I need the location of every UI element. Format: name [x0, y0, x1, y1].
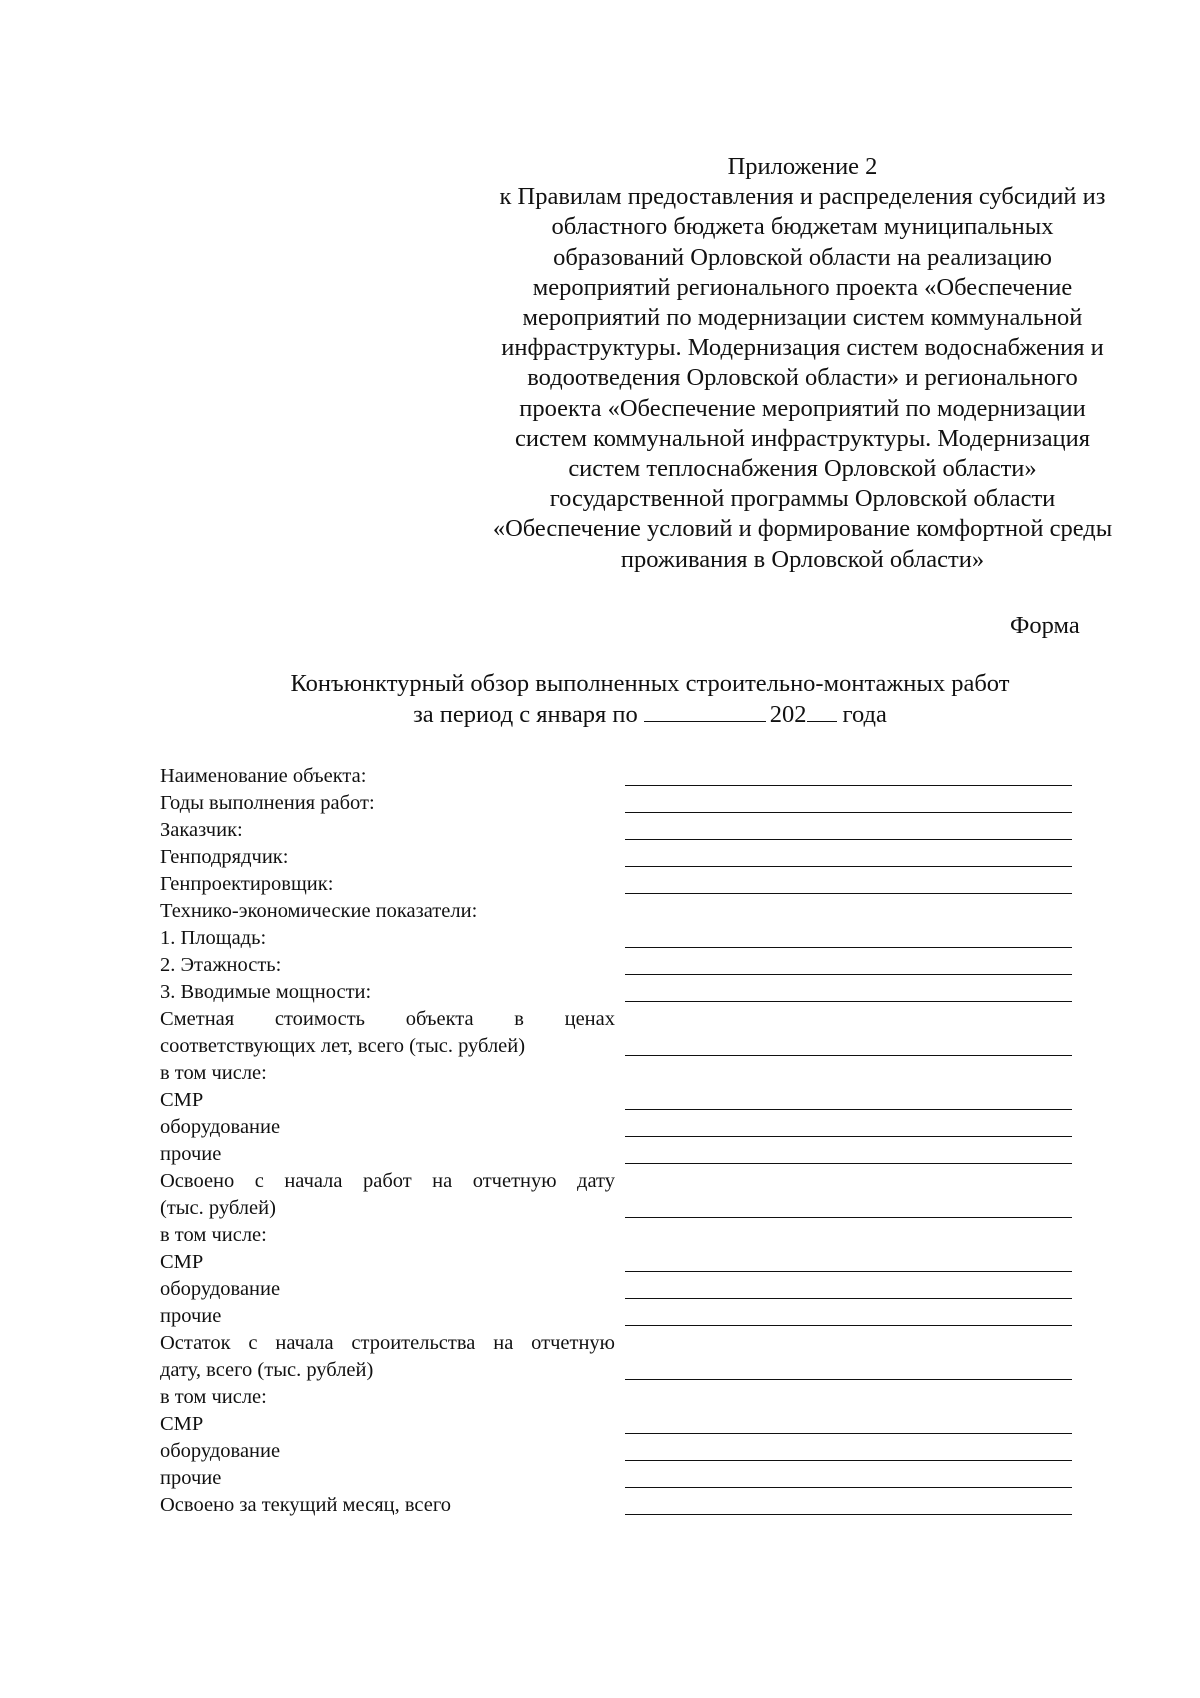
form-row [160, 790, 1080, 817]
form-row [160, 925, 1080, 952]
form-row [160, 1438, 1080, 1465]
month-blank-field[interactable] [644, 720, 766, 722]
form-row-label: Наименование объекта: [160, 765, 367, 787]
form-row-label: Остаток с начала строительства на отчетную [160, 1332, 615, 1354]
form-row-blank-line[interactable] [625, 785, 1072, 786]
appendix-line: инфраструктуры. Модернизация систем водоснабжения и [501, 334, 1104, 362]
form-row-blank-line[interactable] [625, 812, 1072, 813]
form-row-label: оборудование [160, 1116, 281, 1138]
form-row-label: СМР [160, 1413, 204, 1435]
form-row [160, 1492, 1080, 1519]
form-row [160, 817, 1080, 844]
form-row-label: 3. Вводимые мощности: [160, 981, 372, 1003]
form-row-label: в том числе: [160, 1224, 267, 1246]
appendix-header [450, 152, 1155, 575]
form-row-blank-line[interactable] [625, 1217, 1072, 1218]
form-row-label: прочие [160, 1305, 222, 1327]
form-row-label: СМР [160, 1089, 204, 1111]
appendix-line: областного бюджета бюджетам муниципальных [551, 213, 1054, 241]
form-row [160, 1303, 1080, 1330]
form-row-label: Технико-экономические показатели: [160, 900, 478, 922]
appendix-line: мероприятий регионального проекта «Обеспечение [532, 273, 1073, 301]
form-row [160, 1222, 1080, 1249]
form-row-label: 2. Этажность: [160, 954, 282, 976]
form-row [160, 1168, 1080, 1222]
appendix-line: Приложение 2 [727, 153, 878, 180]
form-row-label-continued: соответствующих лет, всего (тыс. рублей) [160, 1035, 526, 1057]
form-row-label: Сметная стоимость объекта в ценах [160, 1008, 615, 1030]
form-row [160, 898, 1080, 925]
form-row [160, 1465, 1080, 1492]
form-row-blank-line[interactable] [625, 1136, 1072, 1137]
form-row-label: оборудование [160, 1440, 281, 1462]
year-blank-field[interactable] [807, 720, 837, 722]
appendix-line: систем коммунальной инфраструктуры. Модернизация [515, 424, 1090, 452]
appendix-line: проекта «Обеспечение мероприятий по модернизации [519, 394, 1086, 422]
form-row-label: в том числе: [160, 1062, 267, 1084]
appendix-line: образований Орловской области на реализацию [553, 243, 1052, 271]
form-row-blank-line[interactable] [625, 1055, 1072, 1056]
form-row [160, 871, 1080, 898]
appendix-line: систем теплоснабжения Орловской области» [568, 455, 1037, 483]
form-row-blank-line[interactable] [625, 947, 1072, 948]
form-row-blank-line[interactable] [625, 866, 1072, 867]
form-row-label: прочие [160, 1143, 222, 1165]
form-row-label: в том числе: [160, 1386, 267, 1408]
form-row-blank-line[interactable] [625, 1433, 1072, 1434]
form-row [160, 1141, 1080, 1168]
form-row-blank-line[interactable] [625, 974, 1072, 975]
form-row-blank-line[interactable] [625, 1487, 1072, 1488]
form-row [160, 1384, 1080, 1411]
form-fields [160, 763, 1080, 1519]
form-row-label: оборудование [160, 1278, 281, 1300]
form-row-label: СМР [160, 1251, 204, 1273]
appendix-line: государственной программы Орловской области [549, 485, 1056, 513]
form-row-label-continued: (тыс. рублей) [160, 1197, 276, 1219]
appendix-line: «Обеспечение условий и формирование комфортной среды [492, 515, 1113, 543]
form-row-blank-line[interactable] [625, 893, 1072, 894]
form-row-label: Заказчик: [160, 819, 243, 841]
form-row-blank-line[interactable] [625, 1271, 1072, 1272]
form-row-blank-line[interactable] [625, 1298, 1072, 1299]
title-period-prefix: за период с января по [413, 701, 638, 728]
form-row [160, 844, 1080, 871]
form-row-label: Освоено за текущий месяц, всего [160, 1494, 452, 1516]
form-row [160, 1114, 1080, 1141]
title-line-2 [150, 699, 1150, 730]
form-row-label: Генпроектировщик: [160, 873, 334, 895]
title-line-1: Конъюнктурный обзор выполненных строительно-монтажных работ [290, 670, 1010, 697]
appendix-line: мероприятий по модернизации систем коммунальной [522, 304, 1083, 332]
form-row-label: прочие [160, 1467, 222, 1489]
appendix-line: водоотведения Орловской области» и регионального [527, 364, 1078, 392]
appendix-line: к Правилам предоставления и распределения субсидий из [499, 183, 1106, 211]
form-row-label: 1. Площадь: [160, 927, 267, 949]
form-row-label: Генподрядчик: [160, 846, 289, 868]
form-row [160, 763, 1080, 790]
form-row-blank-line[interactable] [625, 1325, 1072, 1326]
form-row [160, 1006, 1080, 1060]
form-row-blank-line[interactable] [625, 1163, 1072, 1164]
form-row [160, 952, 1080, 979]
document-title [150, 668, 1150, 730]
title-period-suffix: года [842, 701, 887, 728]
form-row-blank-line[interactable] [625, 1379, 1072, 1380]
form-row [160, 1276, 1080, 1303]
form-row [160, 979, 1080, 1006]
form-row [160, 1330, 1080, 1384]
form-row-label-continued: дату, всего (тыс. рублей) [160, 1359, 374, 1381]
form-row-blank-line[interactable] [625, 1001, 1072, 1002]
form-row [160, 1249, 1080, 1276]
form-label: Форма [1010, 612, 1080, 639]
form-row-label: Годы выполнения работ: [160, 792, 375, 814]
form-row [160, 1087, 1080, 1114]
title-year: 202 [769, 701, 807, 728]
appendix-line: проживания в Орловской области» [620, 545, 985, 573]
form-row [160, 1411, 1080, 1438]
form-row-blank-line[interactable] [625, 1109, 1072, 1110]
form-row [160, 1060, 1080, 1087]
form-row-blank-line[interactable] [625, 1460, 1072, 1461]
form-row-blank-line[interactable] [625, 839, 1072, 840]
form-row-blank-line[interactable] [625, 1514, 1072, 1515]
form-row-label: Освоено с начала работ на отчетную дату [160, 1170, 615, 1192]
